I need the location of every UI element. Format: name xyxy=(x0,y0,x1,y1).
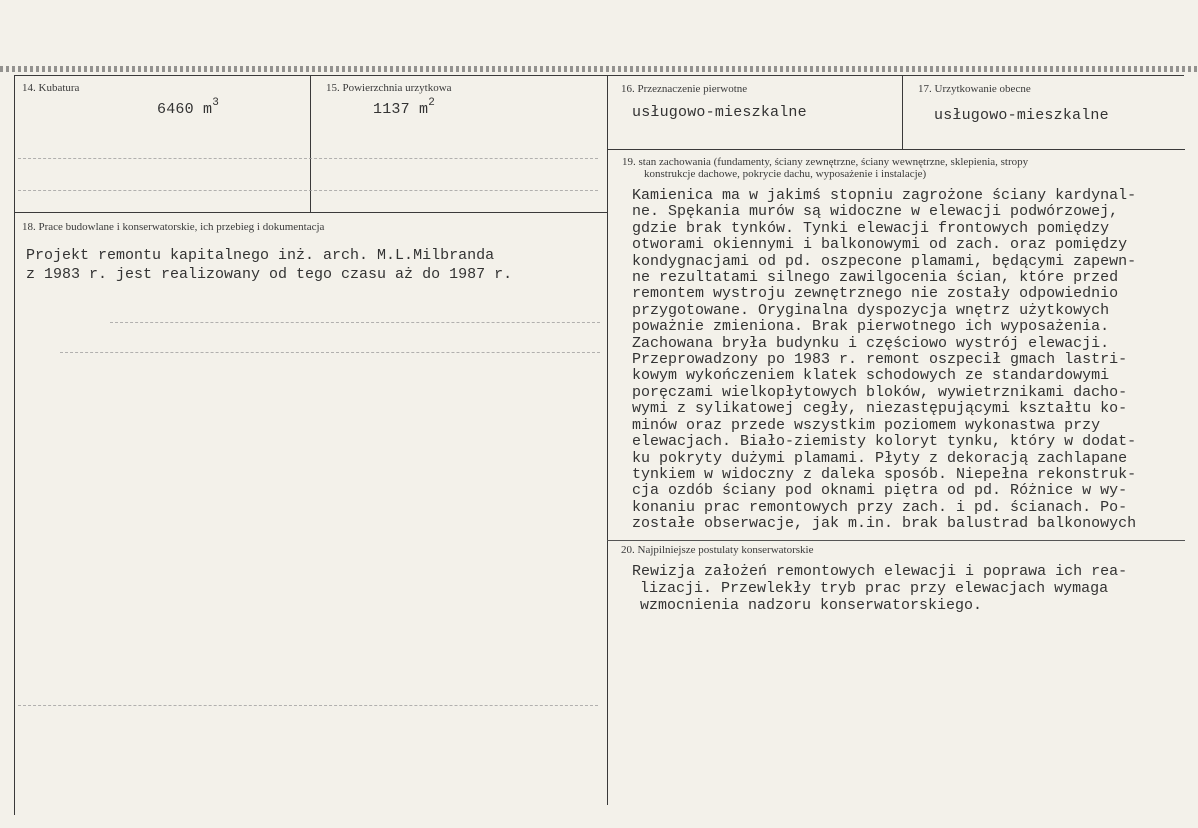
top-border xyxy=(14,75,1184,76)
volume-value: 6460 m xyxy=(157,101,213,118)
field-19-line: zostałe obserwacje, jak m.in. brak balustrad balkonowych xyxy=(632,515,1137,533)
field-19-label-line: 19. stan zachowania (fundamenty, ściany zewnętrzne, ściany wewnętrzne, sklepienia, stropy xyxy=(622,156,1029,168)
guide-rule xyxy=(60,352,600,353)
field-15-label: 15. Powierzchnia urzytkowa xyxy=(326,82,452,94)
left-border xyxy=(14,75,15,815)
rule-above-20 xyxy=(607,540,1185,541)
field-19-line: konaniu prac remontowych przy zach. i pd. ścianach. Po- xyxy=(632,498,1128,516)
field-19-line: ne. Spękania murów są widoczne w elewacji podwórzowej, xyxy=(632,203,1119,221)
field-19-label xyxy=(622,156,1028,180)
field-17-label: 17. Urzytkowanie obecne xyxy=(918,83,1031,95)
field-19-line: Przeprowadzony po 1983 r. remont oszpecił gmach lastri- xyxy=(632,351,1128,369)
field-19-line: remontem wystroju zewnętrznego nie zostały odpowiednio xyxy=(632,285,1119,303)
field-20-line: Rewizja założeń remontowych elewacji i poprawa ich rea- xyxy=(632,563,1128,580)
guide-rule xyxy=(18,705,598,706)
field-19-line: tynkiem w widoczny z daleka sposób. Niepełna rekonstruk- xyxy=(632,465,1137,483)
field-20-line: wzmocnienia nadzoru konserwatorskiego. xyxy=(640,597,983,614)
field-17-value: usługowo-mieszkalne xyxy=(934,107,1109,124)
field-16-value: usługowo-mieszkalne xyxy=(632,104,807,121)
field-20-line: lizacji. Przewlekły tryb prac przy elewacjach wymaga xyxy=(640,580,1109,597)
field-19-line: gdzie brak tynków. Tynki elewacji frontowych pomiędzy xyxy=(632,219,1110,237)
field-19-line: Kamienica ma w jakimś stopniu zagrożone ściany kardynal- xyxy=(632,187,1137,204)
rule-under-16-17 xyxy=(607,149,1185,150)
field-18-text xyxy=(26,246,512,284)
field-20-text xyxy=(632,563,1127,614)
guide-rule xyxy=(110,322,600,323)
center-divider xyxy=(607,75,608,805)
area-value: 1137 m xyxy=(373,101,429,118)
field-19-line: elewacjach. Biało-ziemisty koloryt tynku, który w dodat- xyxy=(632,433,1137,451)
field-14-value xyxy=(157,97,220,118)
field-19-line: poręczami wielkopłytowych bloków, wywietrznikami dacho- xyxy=(632,383,1128,401)
field-19-line: Zachowana bryła budynku i częściowo wystrój elewacji. xyxy=(632,334,1110,352)
field-18-label: 18. Prace budowlane i konserwatorskie, ich przebieg i dokumentacja xyxy=(22,221,325,233)
field-19-line: ku pokryty dużymi plamami. Płyty z dekoracją zachlapane xyxy=(632,449,1128,467)
field-16-label: 16. Przeznaczenie pierwotne xyxy=(621,83,748,95)
divider-16-17 xyxy=(902,75,903,149)
field-18-line: z 1983 r. jest realizowany od tego czasu aż do 1987 r. xyxy=(26,266,513,283)
field-14-label: 14. Kubatura xyxy=(22,82,80,94)
field-19-line: cja ozdób ściany pod oknami piętra od pd. Różnice w wy- xyxy=(632,482,1128,500)
field-19-line: kondygnacjami od pd. oszpecone plamami, będącymi zapewn- xyxy=(632,252,1137,270)
field-15-value xyxy=(373,97,436,118)
guide-rule xyxy=(18,190,598,191)
field-19-line: minów oraz przede wszystkim poziomem wykonastwa przy xyxy=(632,416,1101,434)
volume-unit-exponent: 3 xyxy=(212,97,220,109)
field-18-line: Projekt remontu kapitalnego inż. arch. M.L.Milbranda xyxy=(26,247,495,264)
divider-14-15 xyxy=(310,75,311,212)
field-19-line: poważnie zmieniona. Brak pierwotnego ich wyposażenia. xyxy=(632,318,1110,336)
field-19-label-line: konstrukcje dachowe, pokrycie dachu, wyposażenie i instalacje) xyxy=(644,168,927,180)
area-unit-exponent: 2 xyxy=(428,97,436,109)
field-19-line: wymi z sylikatowej cegły, niezastępującymi kształtu ko- xyxy=(632,400,1128,418)
field-19-text xyxy=(632,188,1136,533)
rule-under-14-15 xyxy=(14,212,608,213)
field-19-line: otworami okiennymi i balkonowymi od zach. oraz pomiędzy xyxy=(632,236,1128,254)
field-19-line: przygotowane. Oryginalna dyspozycja wnętrz użytkowych xyxy=(632,301,1110,319)
field-20-label: 20. Najpilniejsze postulaty konserwatorskie xyxy=(621,544,814,556)
perforated-top-edge xyxy=(0,66,1198,72)
guide-rule xyxy=(18,158,598,159)
field-19-line: kowym wykończeniem klatek schodowych ze standardowymi xyxy=(632,367,1110,385)
field-19-line: ne rezultatami silnego zawilgocenia ścian, które przed xyxy=(632,269,1119,287)
